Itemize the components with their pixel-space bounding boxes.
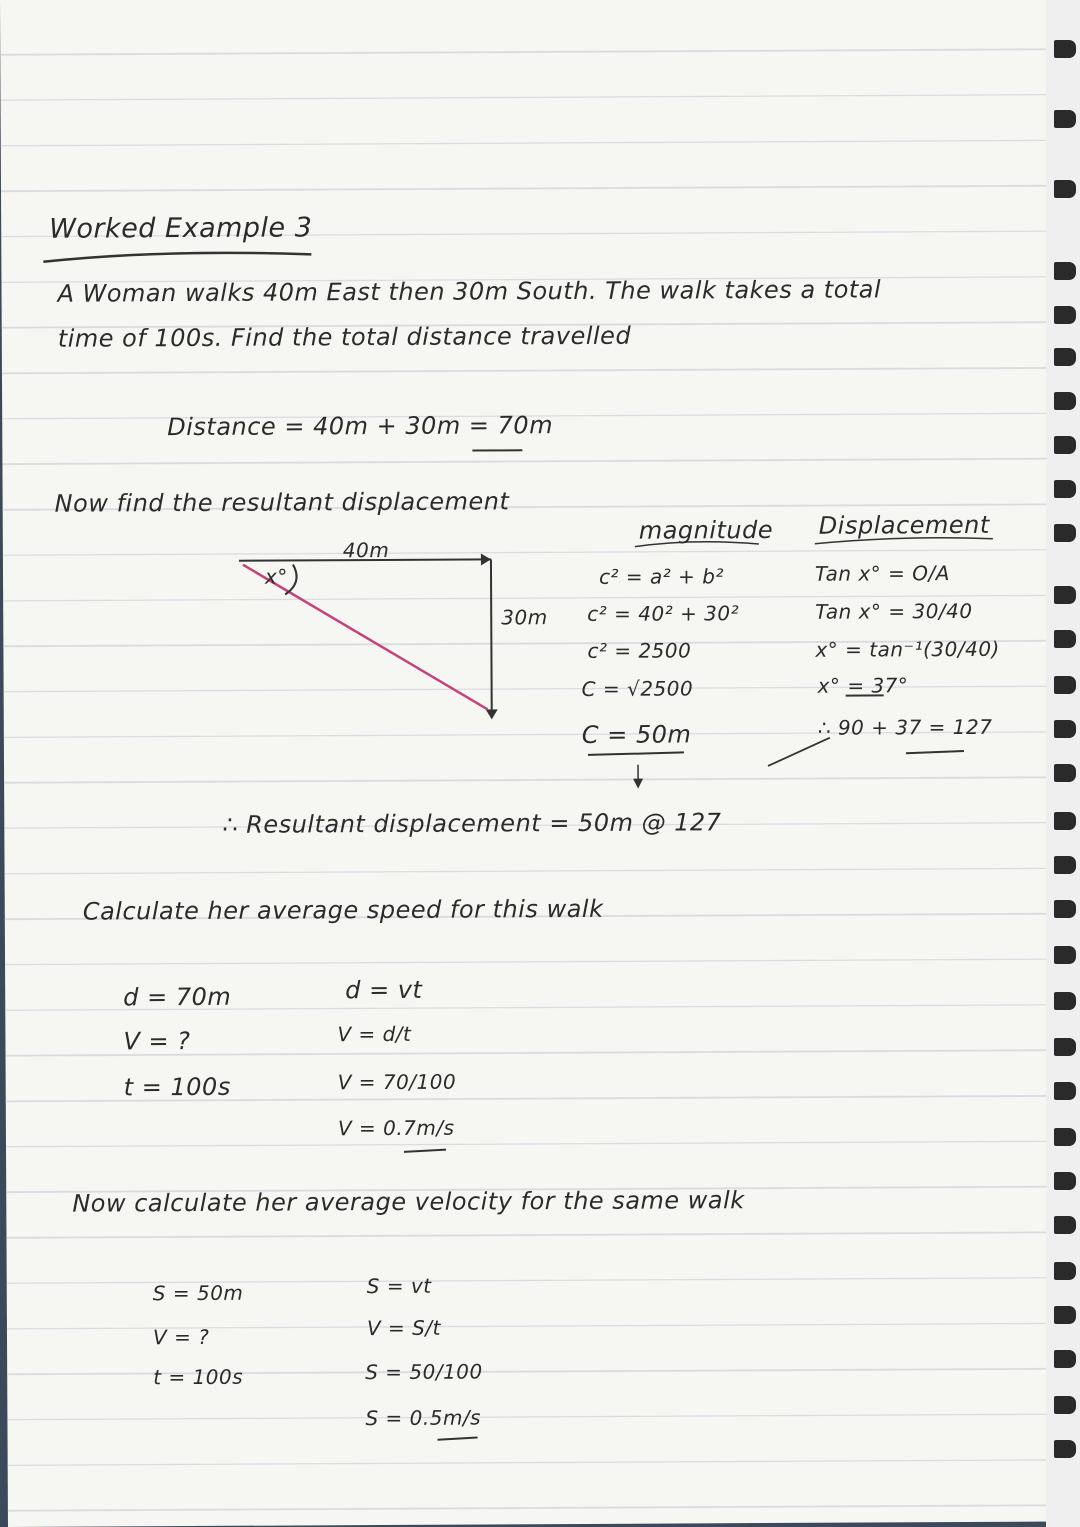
spiral-coil xyxy=(1054,1440,1076,1458)
spiral-coil xyxy=(1054,992,1076,1010)
bearing-answer-underline xyxy=(906,751,964,753)
spiral-coil xyxy=(1054,630,1076,648)
south-label: 30m xyxy=(501,605,548,630)
magnitude-line-2: c² = 40² + 30² xyxy=(587,601,740,626)
velocity-given-displacement: S = 50m xyxy=(152,1280,244,1306)
magnitude-line-1: c² = a² + b² xyxy=(598,564,725,589)
magnitude-result: C = 50m xyxy=(581,720,692,749)
spiral-coil xyxy=(1054,524,1076,542)
speed-formula: d = vt xyxy=(345,975,423,1005)
spiral-coil xyxy=(1054,856,1076,874)
page-title: Worked Example 3 xyxy=(49,212,313,245)
velocity-rearranged: V = S/t xyxy=(366,1315,441,1341)
velocity-answer-underline xyxy=(438,1438,478,1440)
spiral-coil xyxy=(1054,306,1076,324)
spiral-coil xyxy=(1054,586,1076,604)
speed-given-velocity: V = ? xyxy=(123,1027,191,1056)
spiral-coil xyxy=(1054,180,1076,198)
spiral-coil xyxy=(1054,348,1076,366)
speed-answer-underline xyxy=(404,1150,446,1152)
speed-answer: V = 0.7m/s xyxy=(337,1115,455,1141)
distance-calculation: Distance = 40m + 30m = 70m xyxy=(167,411,554,442)
south-vector xyxy=(491,559,492,715)
displacement-line-4: x° = 37° xyxy=(817,673,909,698)
angle-label: x° xyxy=(264,564,288,589)
speed-substituted: V = 70/100 xyxy=(337,1069,457,1095)
east-arrowhead xyxy=(481,553,491,565)
bearing-sketch-line xyxy=(768,738,830,766)
spiral-coil xyxy=(1054,1306,1076,1324)
resultant-displacement: ∴ Resultant displacement = 50m @ 127 xyxy=(222,808,722,839)
speed-prompt: Calculate her average speed for this walk xyxy=(82,894,604,926)
spiral-coil xyxy=(1054,946,1076,964)
spiral-coil xyxy=(1054,110,1076,128)
displacement-heading: Displacement xyxy=(818,510,990,540)
displacement-line-2: Tan x° = 30/40 xyxy=(815,598,973,624)
spiral-coil xyxy=(1054,1082,1076,1100)
spiral-coil xyxy=(1054,436,1076,454)
spiral-coil xyxy=(1054,720,1076,738)
south-arrowhead xyxy=(486,709,498,719)
speed-rearranged: V = d/t xyxy=(337,1021,412,1047)
spiral-coil xyxy=(1054,262,1076,280)
magnitude-line-4: C = √2500 xyxy=(581,676,694,701)
spiral-coil xyxy=(1054,480,1076,498)
spiral-coil xyxy=(1054,1262,1076,1280)
speed-given-distance: d = 70m xyxy=(123,982,232,1012)
velocity-substituted: S = 50/100 xyxy=(365,1359,483,1385)
speed-given-time: t = 100s xyxy=(123,1072,231,1102)
resultant-prompt: Now find the resultant displacement xyxy=(54,487,510,518)
velocity-answer: S = 0.5m/s xyxy=(365,1405,482,1431)
displacement-line-5: ∴ 90 + 37 = 127 xyxy=(817,714,993,740)
spiral-coil xyxy=(1054,1396,1076,1414)
spiral-coil xyxy=(1054,1038,1076,1056)
magnitude-heading: magnitude xyxy=(638,515,774,545)
velocity-given-time: t = 100s xyxy=(153,1364,244,1390)
spiral-coil xyxy=(1054,676,1076,694)
down-arrowhead xyxy=(633,779,643,789)
spiral-coil xyxy=(1054,1216,1076,1234)
magnitude-answer-underline xyxy=(588,752,684,755)
spiral-coil xyxy=(1054,40,1076,58)
spiral-coil xyxy=(1054,1128,1076,1146)
spiral-coil xyxy=(1054,812,1076,830)
spiral-coil xyxy=(1054,1172,1076,1190)
east-label: 40m xyxy=(342,537,390,563)
velocity-prompt: Now calculate her average velocity for the same walk xyxy=(72,1186,745,1218)
question-line-2: time of 100s. Find the total distance travelled xyxy=(57,321,632,353)
spiral-coil xyxy=(1054,900,1076,918)
spiral-binding xyxy=(1046,0,1080,1527)
velocity-formula: S = vt xyxy=(366,1273,432,1299)
displacement-line-1: Tan x° = O/A xyxy=(814,561,950,586)
velocity-given-velocity: V = ? xyxy=(152,1324,210,1350)
spiral-coil xyxy=(1054,392,1076,410)
spiral-coil xyxy=(1054,764,1076,782)
question-line-1: A Woman walks 40m East then 30m South. The walk takes a total xyxy=(57,275,882,308)
displacement-line-3: x° = tan⁻¹(30/40) xyxy=(815,636,1000,662)
magnitude-line-3: c² = 2500 xyxy=(587,638,692,663)
spiral-coil xyxy=(1054,1350,1076,1368)
